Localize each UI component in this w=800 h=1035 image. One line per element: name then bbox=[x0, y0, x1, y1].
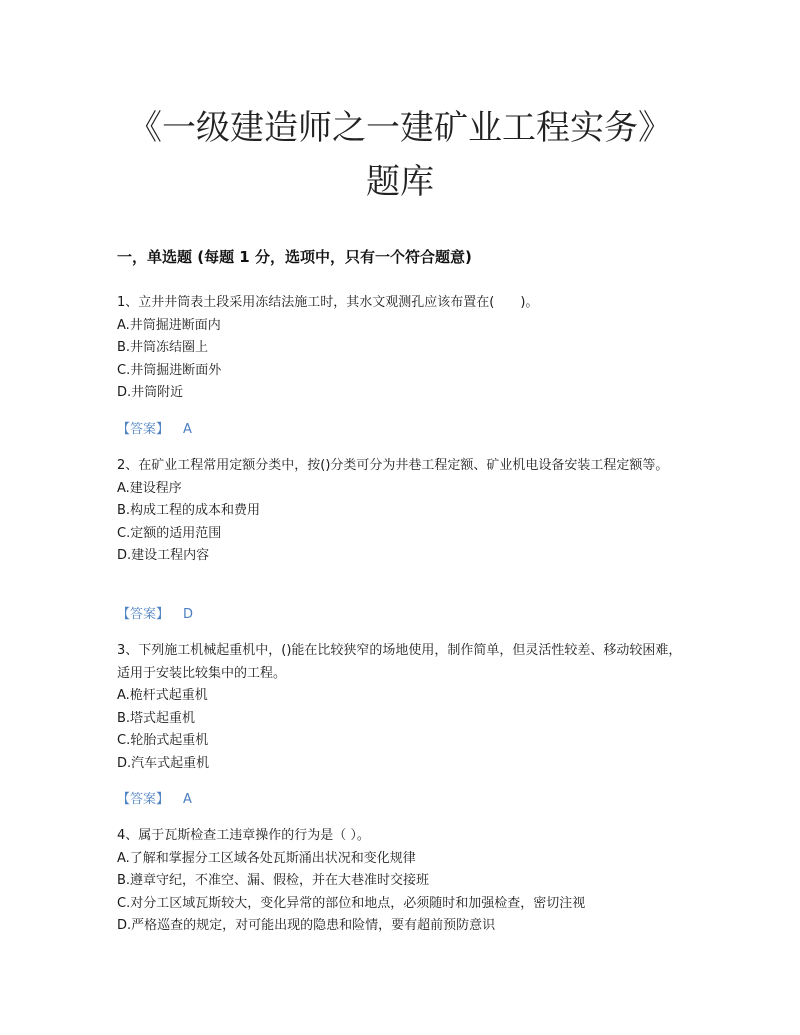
answer-value: D bbox=[183, 607, 194, 622]
question-stem: 3、下列施工机械起重机中，()能在比较狭窄的场地使用，制作简单，但灵活性较差、移动较困难，适用于安装比较集中的工程。 bbox=[117, 643, 682, 681]
answer-2 bbox=[117, 604, 193, 626]
answer-value: A bbox=[183, 792, 192, 807]
question-option: B.塔式起重机 bbox=[117, 710, 196, 726]
question-option: C.定额的适用范围 bbox=[117, 525, 222, 541]
question-option: B.构成工程的成本和费用 bbox=[117, 503, 261, 518]
answer-label: 【答案】 bbox=[117, 607, 170, 622]
question-option: B.遵章守纪，不准空、漏、假检，并在大巷准时交接班 bbox=[117, 873, 430, 888]
question-option: C.轮胎式起重机 bbox=[117, 733, 209, 748]
question-option: B.井筒冻结圈上 bbox=[117, 340, 209, 355]
document-title-line1: 《一级建造师之一建矿业工程实务》 bbox=[128, 108, 672, 148]
question-option: C.井筒掘进断面外 bbox=[117, 362, 222, 378]
section-heading: 一，单选题 (每题 1 分，选项中，只有一个符合题意) bbox=[117, 248, 472, 266]
answer-3 bbox=[117, 789, 192, 811]
question-option: D.汽车式起重机 bbox=[117, 755, 210, 771]
question-2 bbox=[117, 455, 687, 568]
question-option: A.井筒掘进断面内 bbox=[117, 317, 221, 333]
answer-label: 【答案】 bbox=[117, 792, 170, 807]
question-option: A.桅杆式起重机 bbox=[117, 688, 208, 703]
question-stem: 1、立井井筒表土段采用冻结法施工时，其水文观测孔应该布置在( )。 bbox=[117, 295, 539, 310]
question-option: D.严格巡查的规定，对可能出现的隐患和险情，要有超前预防意识 bbox=[117, 918, 496, 933]
question-option: A.建设程序 bbox=[117, 480, 182, 496]
answer-value: A bbox=[183, 422, 192, 437]
question-option: D.建设工程内容 bbox=[117, 548, 210, 563]
question-1 bbox=[117, 292, 687, 405]
question-option: A.了解和掌握分工区域各处瓦斯涌出状况和变化规律 bbox=[117, 850, 416, 866]
question-stem: 2、在矿业工程常用定额分类中，按()分类可分为井巷工程定额、矿业机电设备安装工程定额等。 bbox=[117, 458, 669, 473]
question-3 bbox=[117, 640, 687, 775]
question-option: D.井筒附近 bbox=[117, 385, 184, 400]
answer-label: 【答案】 bbox=[117, 422, 170, 437]
answer-1 bbox=[117, 419, 192, 441]
question-option: C.对分工区域瓦斯较大，变化异常的部位和地点，必须随时和加强检查，密切注视 bbox=[117, 895, 586, 911]
question-4 bbox=[117, 825, 717, 938]
document-title-line2: 题库 bbox=[366, 162, 434, 202]
question-stem: 4、属于瓦斯检查工违章操作的行为是（ ）。 bbox=[117, 828, 370, 843]
